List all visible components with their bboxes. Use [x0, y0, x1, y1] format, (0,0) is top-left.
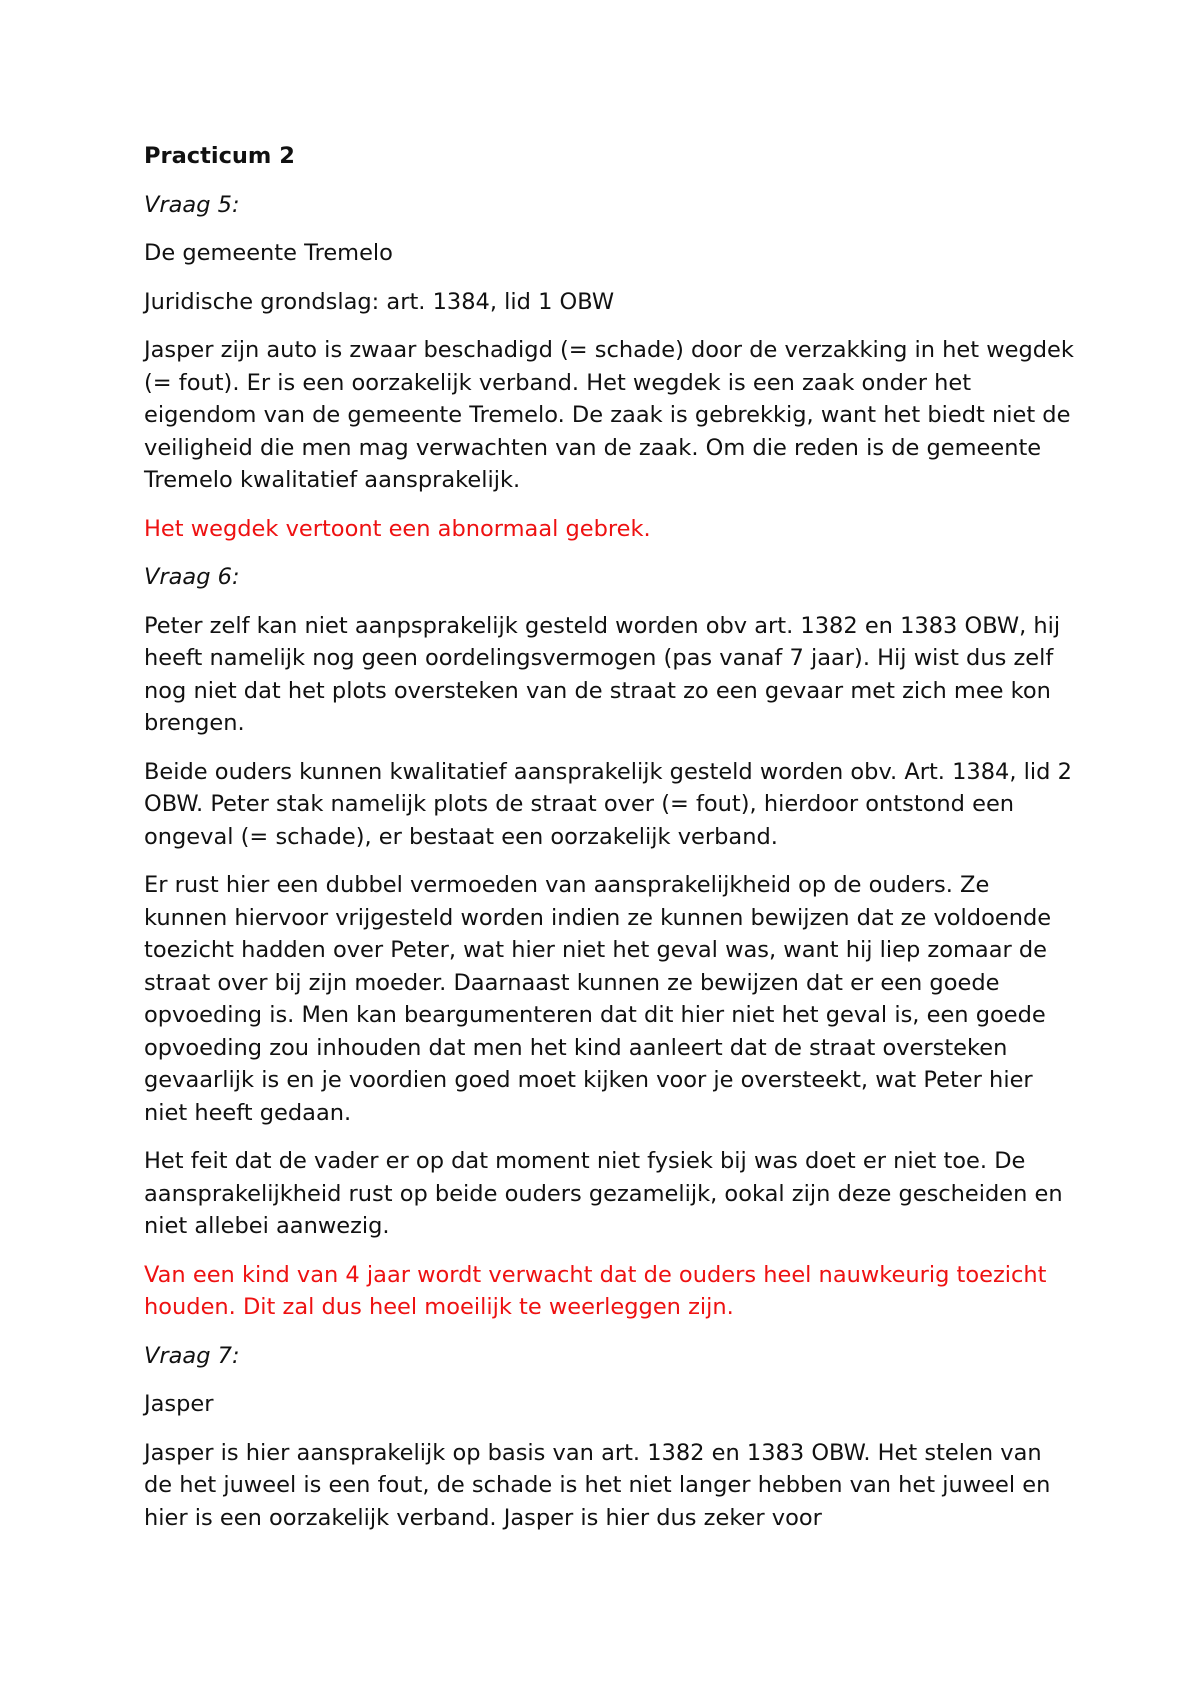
question-5-correction: Het wegdek vertoont een abnormaal gebrek. — [144, 515, 651, 542]
question-6-correction: Van een kind van 4 jaar wordt verwacht dat de ouders heel nauwkeurig toezicht houden. Dit zal dus heel moeilijk te weerleggen zijn. — [144, 1261, 1047, 1320]
document-title: Practicum 2 — [144, 143, 295, 169]
document-body — [144, 140, 1074, 1550]
question-7-party: Jasper — [144, 1391, 214, 1417]
question-5-answer: Jasper zijn auto is zwaar beschadigd (= schade) door de verzakking in het wegdek (= fout). Er is een oorzakelijk verband. Het wegdek is een zaak onder het eigendom van de gemeente Tremelo. De zaak is gebrekkig, want het biedt niet de veiligheid die men mag verwachten van de zaak. Om die reden is de gemeente Tremelo kwalitatief aansprakelijk. — [144, 337, 1074, 493]
question-5-basis: Juridische grondslag: art. 1384, lid 1 OBW — [144, 288, 615, 315]
question-5-label: Vraag 5: — [144, 191, 240, 218]
question-6-paragraph-3: Er rust hier een dubbel vermoeden van aansprakelijkheid op de ouders. Ze kunnen hiervoor vrijgesteld worden indien ze kunnen bewijzen dat ze voldoende toezicht hadden over Peter, wat hier niet het geval was, want hij liep zomaar de straat over bij zijn moeder. Daarnaast kunnen ze bewijzen dat er een goede opvoeding is. Men kan beargumenteren dat dit hier niet het geval is, een goede opvoeding zou inhouden dat men het kind aanleert dat de straat oversteken gevaarlijk is en je voordien goed moet kijken voor je oversteekt, wat Peter hier niet heeft gedaan. — [144, 872, 1052, 1126]
question-6-paragraph-1: Peter zelf kan niet aanpsprakelijk gesteld worden obv art. 1382 en 1383 OBW, hij heeft namelijk nog geen oordelingsvermogen (pas vanaf 7 jaar). Hij wist dus zelf nog niet dat het plots oversteken van de straat zo een gevaar met zich mee kon brengen. — [144, 612, 1061, 736]
question-7-answer: Jasper is hier aansprakelijk op basis van art. 1382 en 1383 OBW. Het stelen van de het juweel is een fout, de schade is het niet langer hebben van het juweel en hier is een oorzakelijk verband. Jasper is hier dus zeker voor — [144, 1439, 1051, 1531]
question-6-paragraph-4: Het feit dat de vader er op dat moment niet fysiek bij was doet er niet toe. De aansprakelijkheid rust op beide ouders gezamelijk, ookal zijn deze gescheiden en niet allebei aanwezig. — [144, 1148, 1063, 1239]
question-6-label: Vraag 6: — [144, 564, 240, 590]
question-6-paragraph-2: Beide ouders kunnen kwalitatief aansprakelijk gesteld worden obv. Art. 1384, lid 2 OBW. Peter stak namelijk plots de straat over (= fout), hierdoor ontstond een ongeval (= schade), er bestaat een oorzakelijk verband. — [144, 758, 1072, 850]
question-5-party: De gemeente Tremelo — [144, 240, 393, 266]
question-7-label: Vraag 7: — [144, 1342, 240, 1369]
